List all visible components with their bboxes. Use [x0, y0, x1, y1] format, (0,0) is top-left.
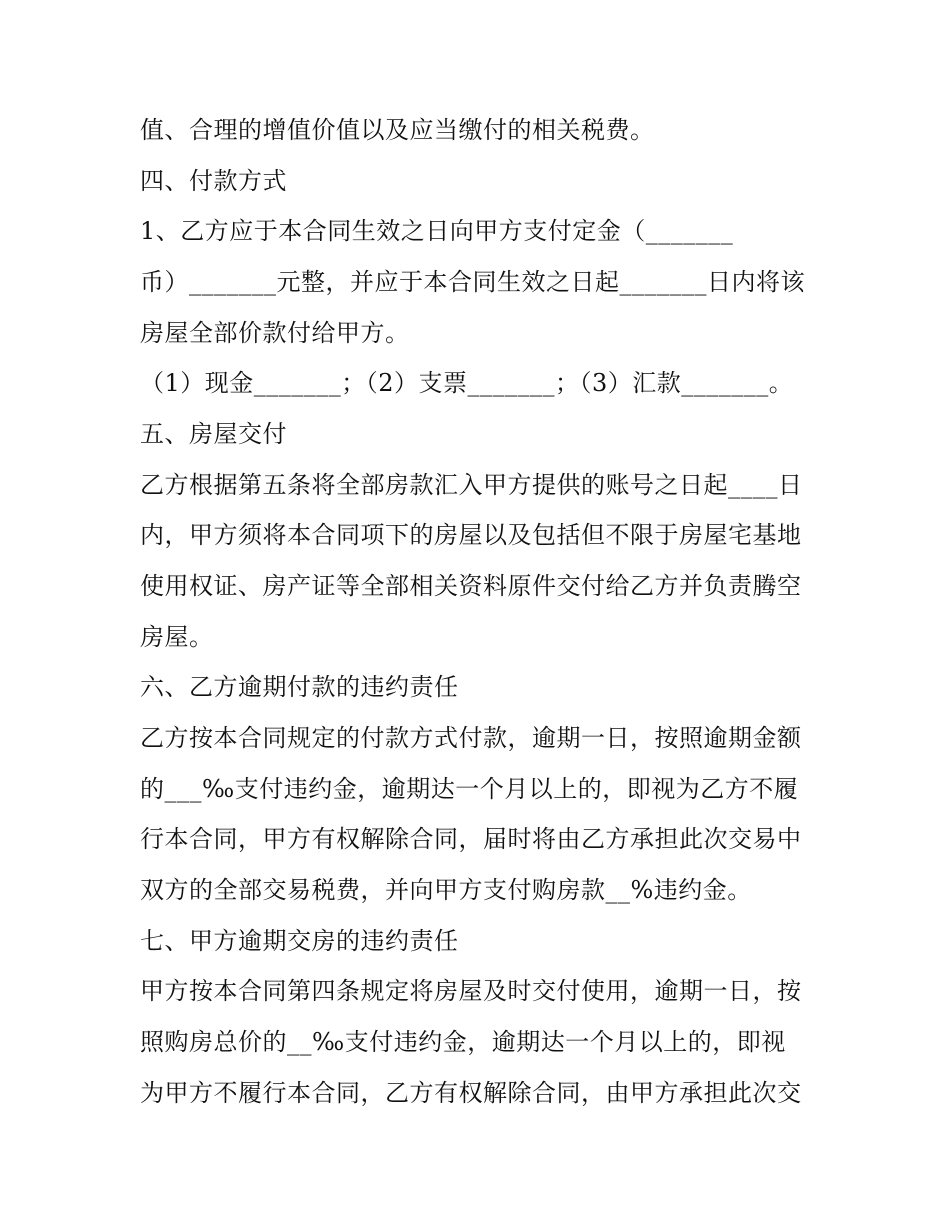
- text-line: 甲方按本合同第四条规定将房屋及时交付使用，逾期一日，按: [140, 977, 802, 1005]
- text-line: 双方的全部交易税费，并向甲方支付购房款__%违约金。: [140, 876, 752, 904]
- section-heading: 七、甲方逾期交房的违约责任: [140, 927, 459, 955]
- section-heading: 五、房屋交付: [140, 420, 287, 448]
- text-line: 使用权证、房产证等全部相关资料原件交付给乙方并负责腾空: [140, 572, 802, 600]
- text-line: 内，甲方须将本合同项下的房屋以及包括但不限于房屋宅基地: [140, 521, 802, 549]
- section-heading: 六、乙方逾期付款的违约责任: [140, 673, 459, 701]
- text-line: 照购房总价的__‰支付违约金，逾期达一个月以上的，即视: [140, 1028, 786, 1056]
- text-line: 为甲方不履行本合同，乙方有权解除合同，由甲方承担此次交: [140, 1079, 802, 1107]
- text-line: 1、乙方应于本合同生效之日向甲方支付定金（_______: [140, 217, 734, 245]
- text-line: （1）现金_______；（2）支票_______；（3）汇款_______。: [140, 369, 794, 397]
- text-line: 乙方根据第五条将全部房款汇入甲方提供的账号之日起____日: [140, 471, 803, 499]
- text-line: 币）_______元整，并应于本合同生效之日起_______日内将该: [140, 268, 805, 296]
- text-line: 房屋全部价款付给甲方。: [140, 319, 410, 347]
- section-heading: 四、付款方式: [140, 167, 287, 195]
- text-line: 房屋。: [140, 623, 214, 651]
- text-line: 的___‰支付违约金，逾期达一个月以上的，即视为乙方不履: [140, 775, 799, 803]
- text-line: 行本合同，甲方有权解除合同，届时将由乙方承担此次交易中: [140, 825, 802, 853]
- text-line: 值、合理的增值价值以及应当缴付的相关税费。: [140, 116, 655, 144]
- text-line: 乙方按本合同规定的付款方式付款，逾期一日，按照逾期金额: [140, 724, 802, 752]
